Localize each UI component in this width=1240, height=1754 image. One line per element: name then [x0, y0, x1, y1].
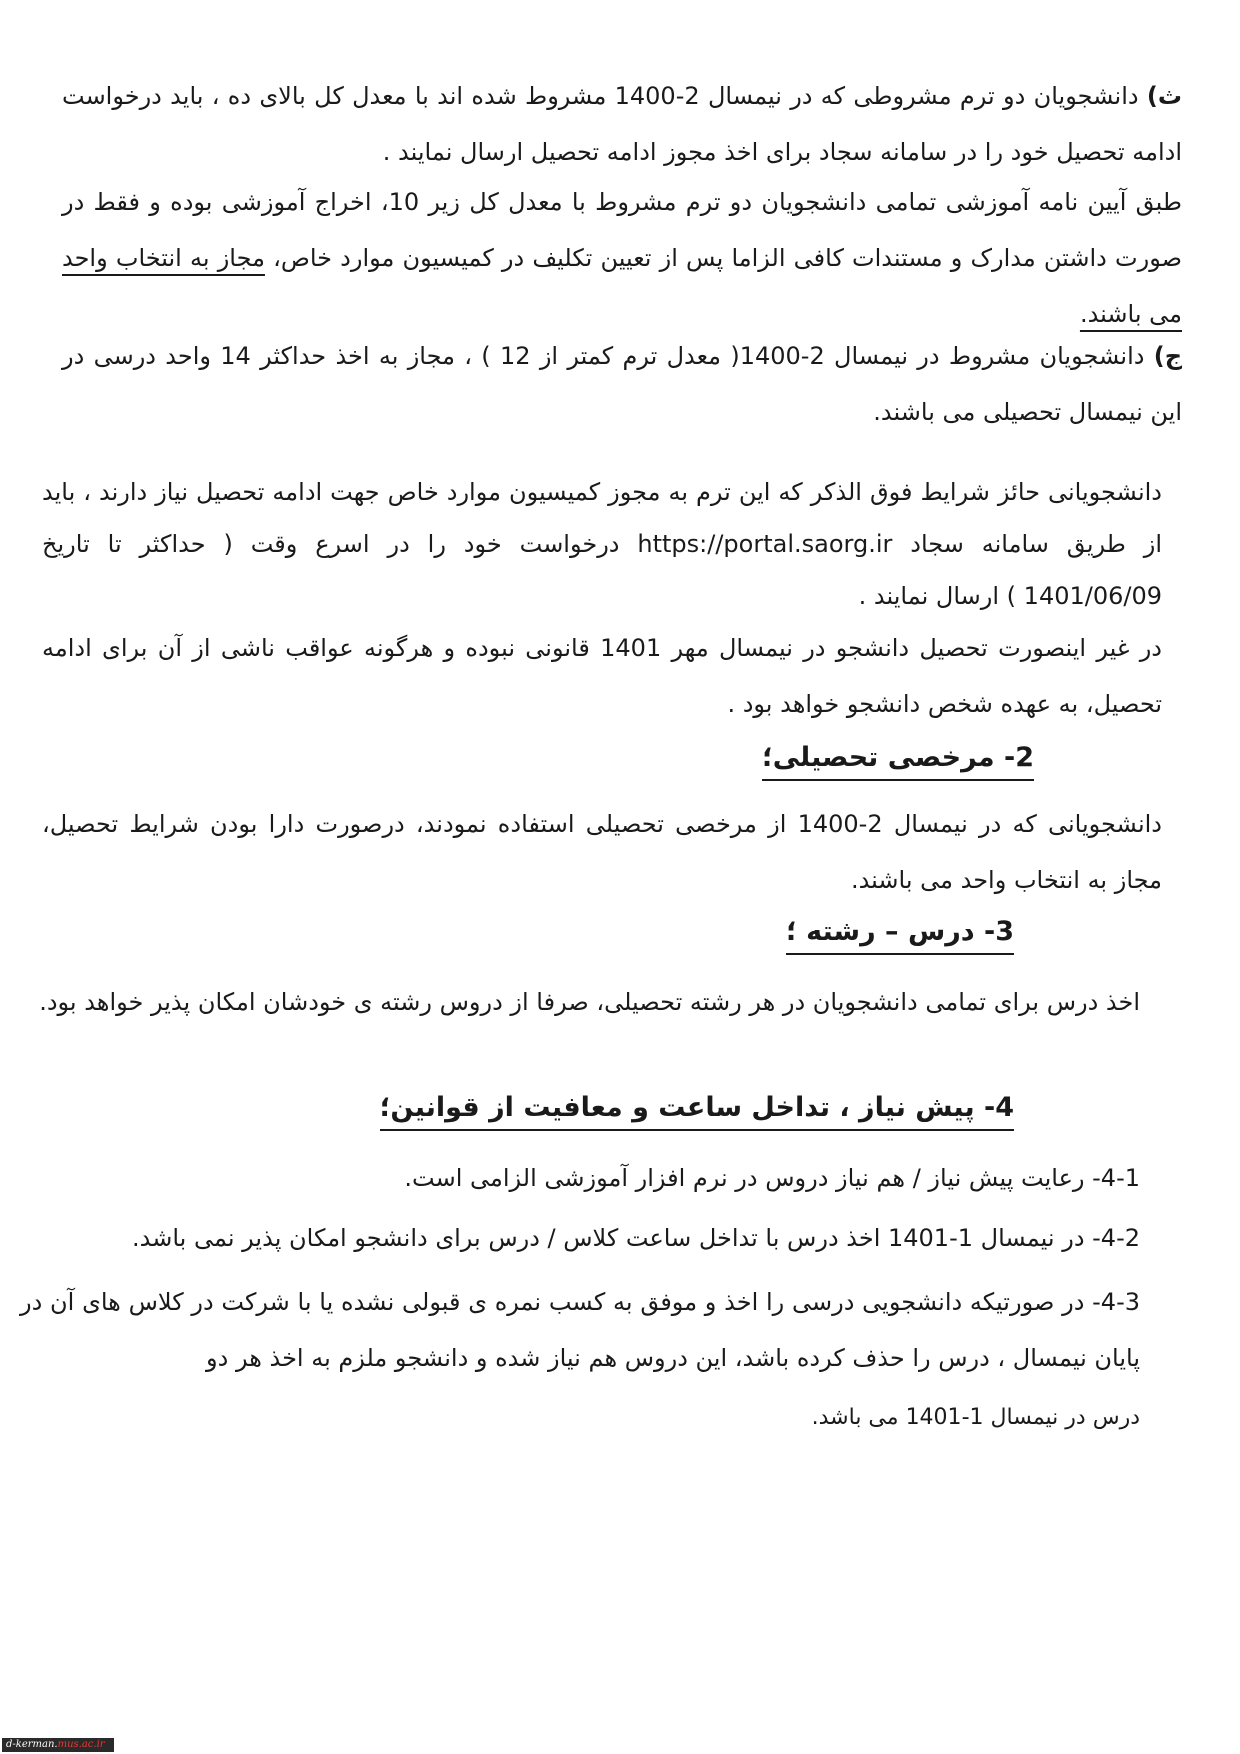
section-heading-academic-leave: [762, 742, 1034, 773]
paragraph-text: در غیر اینصورت تحصیل دانشجو در نیمسال مهر 1401 قانونی نبوده و هرگونه عواقب ناشی از آن برای ادامه تحصیل، به عهده شخص دانشجو خواهد بود .: [42, 634, 1162, 718]
paragraph-text: درس در نیمسال 1-1401 می باشد.: [811, 1405, 1140, 1430]
paragraph-rule-4-3-end: [20, 1390, 1140, 1446]
portal-url-link[interactable]: https://portal.saorg.ir: [637, 530, 893, 558]
paragraph-course-major: [20, 974, 1140, 1030]
item-marker-jim: ج): [1153, 342, 1183, 370]
paragraph-regulation: [62, 174, 1182, 342]
underlined-permission-text: مجاز به انتخاب واحد می باشند.: [62, 244, 1182, 328]
paragraph-text: اخذ درس برای تمامی دانشجویان در هر رشته تحصیلی، صرفا از دروس رشته ی خودشان امکان پذیر خواهد بود.: [39, 988, 1140, 1016]
paragraph-consequences: [42, 620, 1162, 732]
paragraph-academic-leave: [42, 796, 1162, 908]
heading-text: 4- پیش نیاز ، تداخل ساعت و معافیت از قوانین؛: [380, 1092, 1014, 1131]
paragraph-sajad-request: [42, 466, 1162, 622]
watermark-accent-text: mus.ac.ir: [57, 1739, 105, 1750]
paragraph-rule-4-3: [20, 1274, 1140, 1386]
paragraph-text: دانشجویان مشروط در نیمسال 2-1400( معدل ترم کمتر از 12 ) ، مجاز به اخذ حداکثر 14 واحد درسی در این نیمسال تحصیلی می باشند.: [62, 342, 1182, 426]
paragraph-text: دانشجویان دو ترم مشروطی که در نیمسال 2-1400 مشروط شده اند با معدل کل بالای ده ، باید درخواست ادامه تحصیل خود را در سامانه سجاد برای اخذ مجوز ادامه تحصیل ارسال نمایند .: [62, 82, 1182, 166]
watermark-main-text: d-kerman.: [6, 1739, 58, 1750]
paragraph-text: دانشجویانی که در نیمسال 2-1400 از مرخصی تحصیلی استفاده نمودند، درصورت دارا بودن شرایط تحصیل، مجاز به انتخاب واحد می باشند.: [42, 810, 1162, 894]
paragraph-text: 4-2- در نیمسال 1-1401 اخذ درس با تداخل ساعت کلاس / درس برای دانشجو امکان پذیر نمی باشد.: [132, 1224, 1140, 1252]
paragraph-two-term-probation: [62, 68, 1182, 180]
paragraph-text: دانشجویانی حائز شرایط فوق الذکر که این ترم به مجوز کمیسیون موارد خاص جهت ادامه تحصیل نیاز دارند ، باید از طریق سامانه سجاد: [42, 478, 1162, 558]
paragraph-text: 4-1- رعایت پیش نیاز / هم نیاز دروس در نرم افزار آموزشی الزامی است.: [404, 1164, 1140, 1192]
paragraph-text: درخواست خود را در اسرع وقت ( حداکثر تا تاریخ 1401/06/09 ) ارسال نمایند .: [42, 530, 1162, 610]
site-watermark: [2, 1738, 114, 1752]
section-heading-prerequisites: [380, 1092, 1014, 1123]
paragraph-text: 4-3- در صورتیکه دانشجویی درسی را اخذ و موفق به کسب نمره ی قبولی نشده یا با شرکت در کلاس های آن در پایان نیمسال ، درس را حذف کرده باشد، این دروس هم نیاز شده و دانشجو ملزم به اخذ هر دو: [20, 1288, 1140, 1372]
paragraph-text: طبق آیین نامه آموزشی تمامی دانشجویان دو ترم مشروط با معدل کل زیر 10، اخراج آموزشی بوده و فقط در صورت داشتن مدارک و مستندات کافی الزاما پس از تعیین تکلیف در کمیسیون موارد خاص،: [62, 188, 1183, 272]
paragraph-probation-unit-limit: [62, 328, 1182, 440]
paragraph-rule-4-1: [20, 1150, 1140, 1206]
heading-text: 2- مرخصی تحصیلی؛: [762, 742, 1034, 781]
paragraph-rule-4-2: [20, 1210, 1140, 1266]
section-heading-course-major: [786, 916, 1014, 947]
item-marker-the: ث): [1146, 82, 1182, 110]
heading-text: 3- درس – رشته ؛: [786, 916, 1014, 955]
